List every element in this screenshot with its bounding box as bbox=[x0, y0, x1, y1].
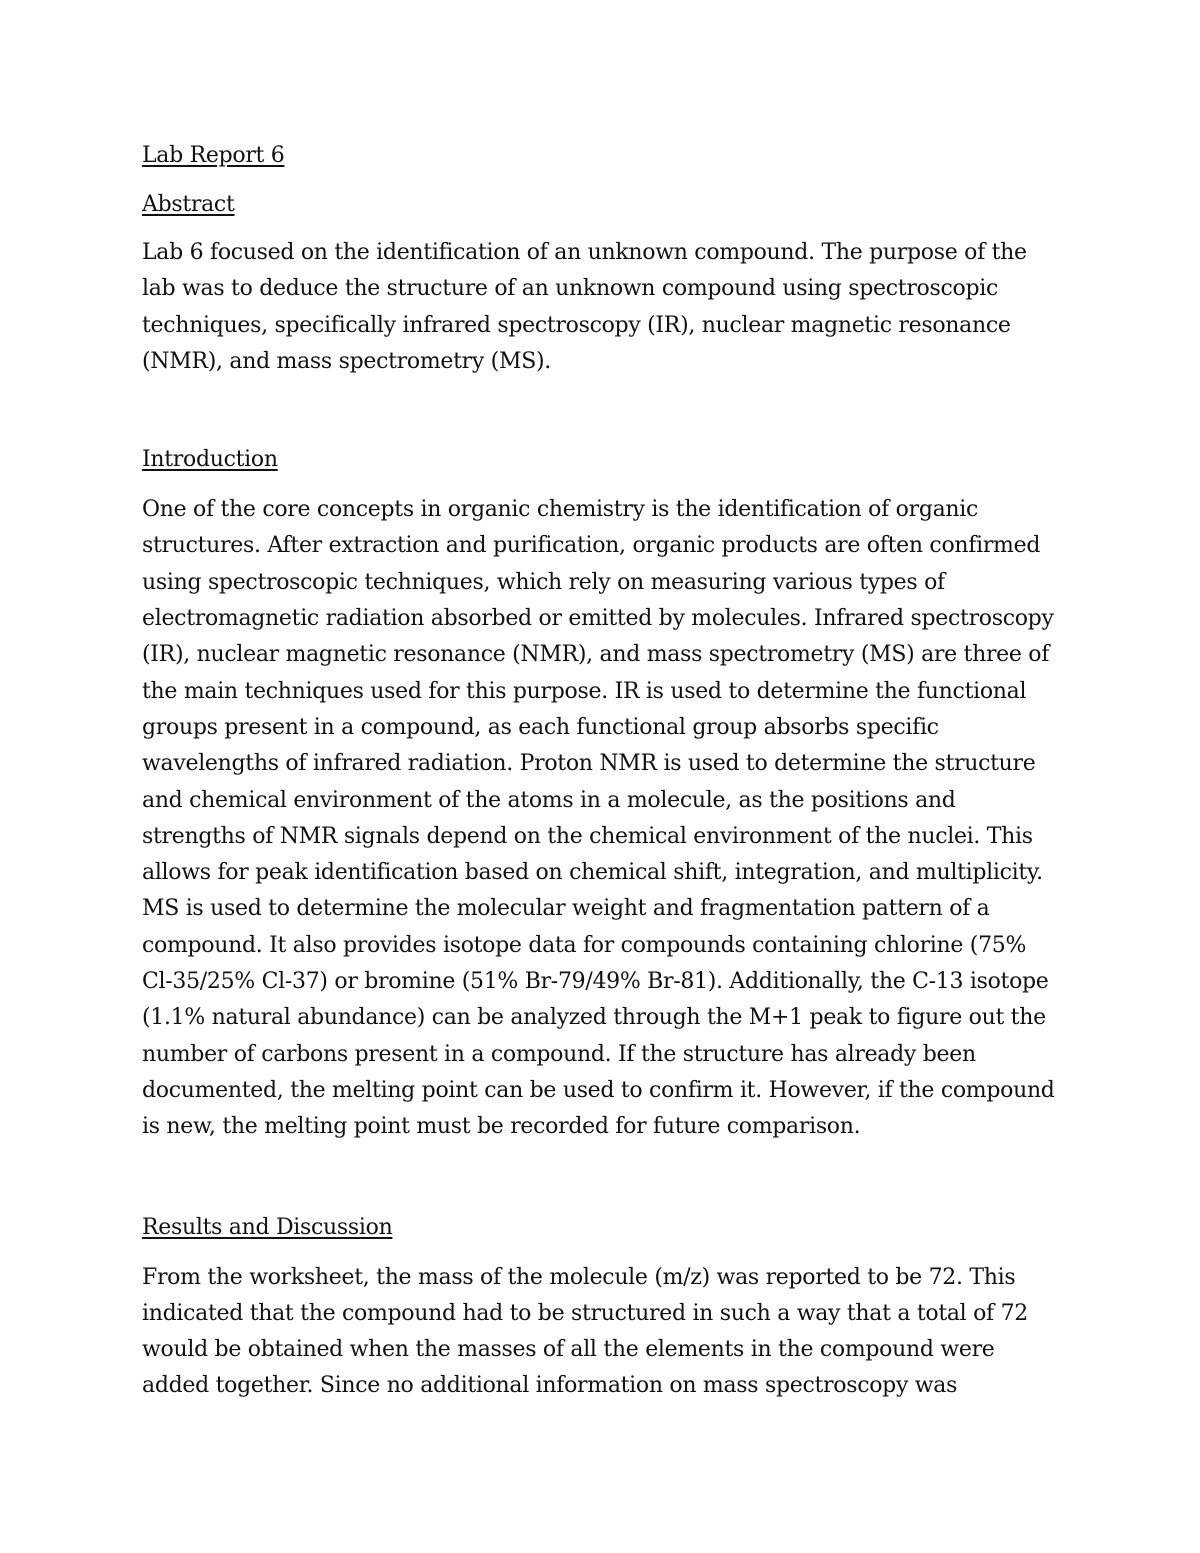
introduction-section bbox=[142, 442, 1062, 1145]
results-paragraph: From the worksheet, the mass of the molecule (m/z) was reported to be 72. This indicated that the compound had to be structured in such a way that a total of 72 would be obtained when the masses of all the elements in the compound were added together. Since no additional information on mass spectroscopy was bbox=[142, 1264, 1028, 1399]
introduction-paragraph: One of the core concepts in organic chemistry is the identification of organic structures. After extraction and purification, organic products are often confirmed using spectroscopic techniques, which rely on measuring various types of electromagnetic radiation absorbed or emitted by molecules. Infrared spectroscopy (IR), nuclear magnetic resonance (NMR), and mass spectrometry (MS) are three of the main techniques used for this purpose. IR is used to determine the functional groups present in a compound, as each functional group absorbs specific wavelengths of infrared radiation. Proton NMR is used to determine the structure and chemical environment of the atoms in a molecule, as the positions and strengths of NMR signals depend on the chemical environment of the nuclei. This allows for peak identification based on chemical shift, integration, and multiplicity. MS is used to determine the molecular weight and fragmentation pattern of a compound. It also provides isotope data for compounds containing chlorine (75% Cl-35/25% Cl-37) or bromine (51% Br-79/49% Br-81). Additionally, the C-13 isotope (1.1% natural abundance) can be analyzed through the M+1 peak to figure out the number of carbons present in a compound. If the structure has already been documented, the melting point can be used to confirm it. However, if the compound is new, the melting point must be recorded for future comparison. bbox=[142, 497, 1055, 1140]
results-heading: Results and Discussion bbox=[142, 1214, 393, 1240]
abstract-section bbox=[142, 187, 1062, 380]
abstract-paragraph: Lab 6 focused on the identification of an unknown compound. The purpose of the lab was to deduce the structure of an unknown compound using spectroscopic techniques, specifically infrared spectroscopy (IR), nuclear magnetic resonance (NMR), and mass spectrometry (MS). bbox=[142, 240, 1027, 374]
abstract-heading: Abstract bbox=[142, 192, 235, 217]
results-section bbox=[142, 1210, 1062, 1405]
document-title: Lab Report 6 bbox=[142, 143, 285, 168]
introduction-heading: Introduction bbox=[142, 447, 278, 473]
document-page bbox=[142, 138, 1062, 1405]
